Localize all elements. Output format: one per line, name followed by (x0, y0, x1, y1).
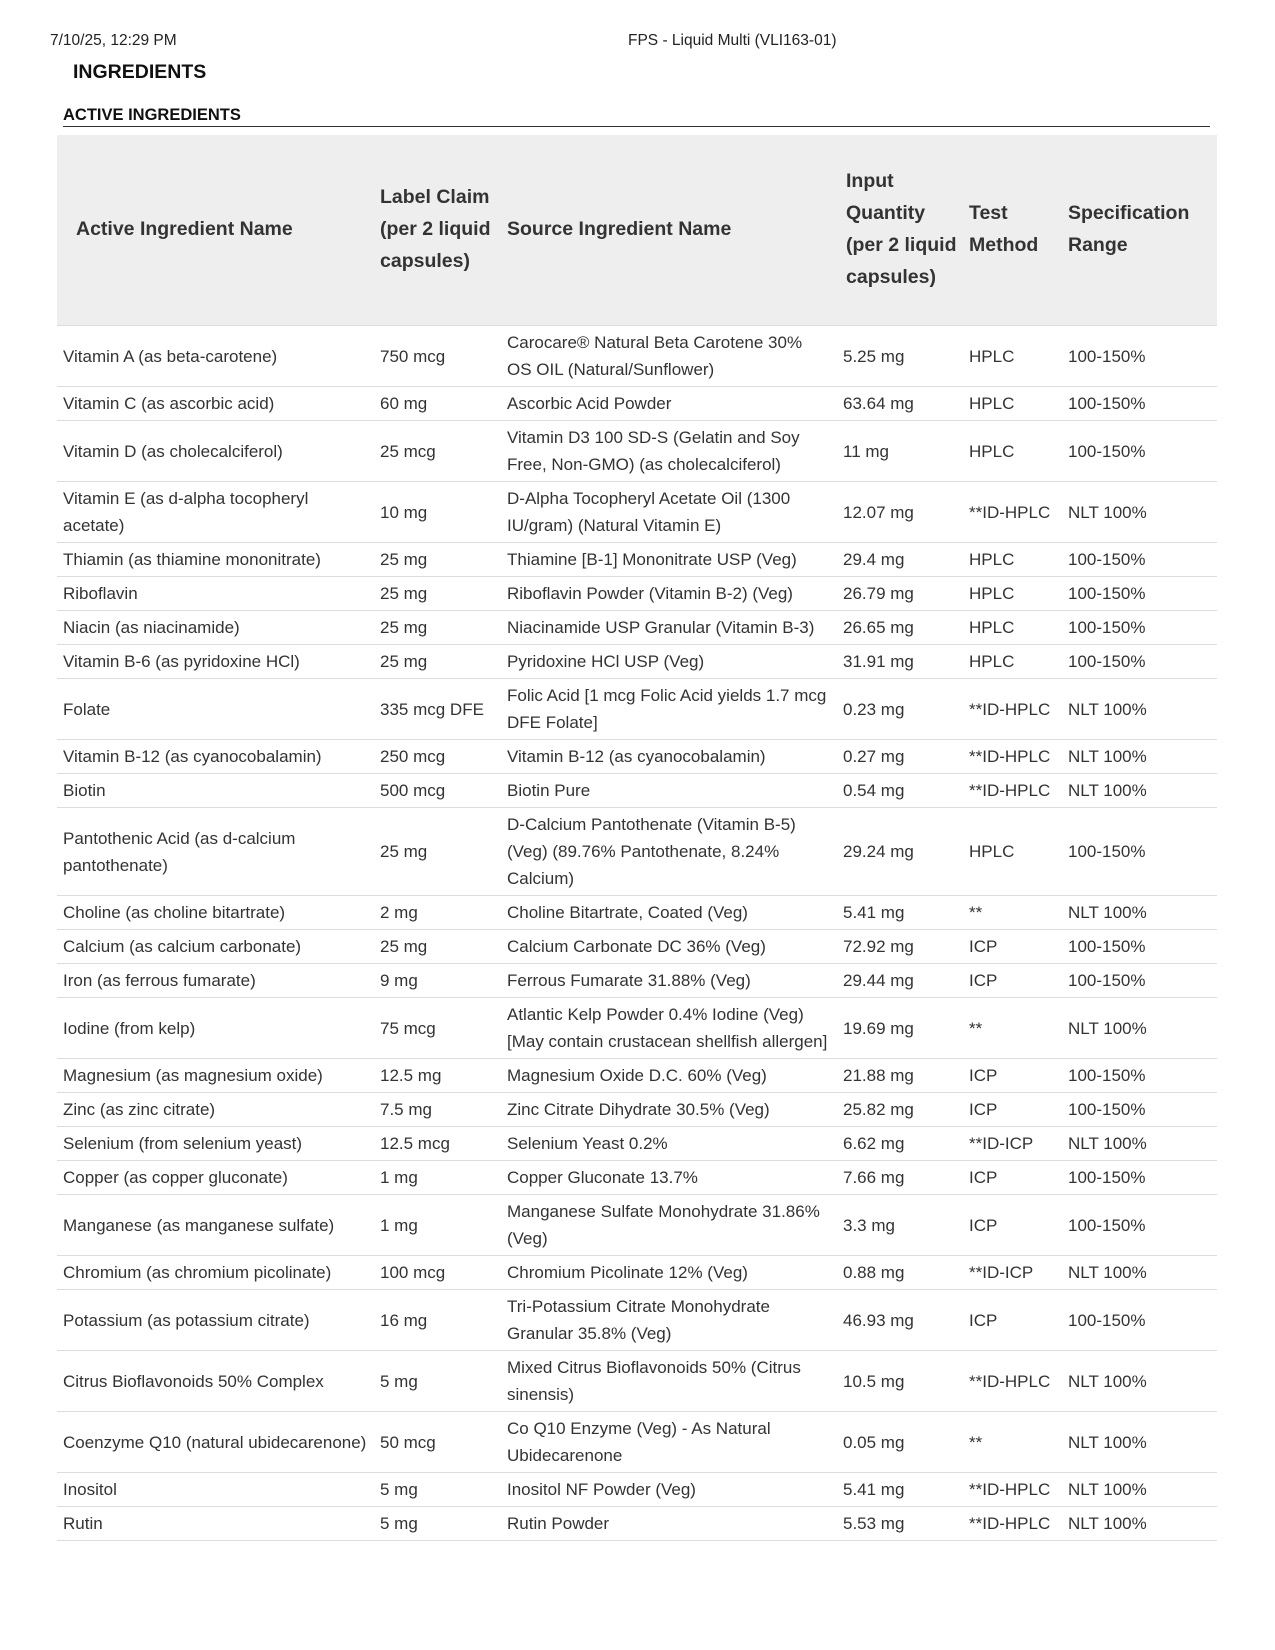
specification-range-cell: 100-150% (1062, 1161, 1217, 1195)
input-quantity-cell: 63.64 mg (837, 387, 963, 421)
source-ingredient-name-cell: Ferrous Fumarate 31.88% (Veg) (501, 964, 837, 998)
column-header: Active Ingredient Name (57, 135, 374, 326)
test-method-cell: ** (963, 896, 1062, 930)
table-row (57, 998, 1217, 1059)
input-quantity-cell: 0.54 mg (837, 774, 963, 808)
label-claim-cell: 750 mcg (374, 326, 501, 387)
column-header: Label Claim (per 2 liquid capsules) (374, 135, 501, 326)
table-row (57, 326, 1217, 387)
column-header: Input Quantity (per 2 liquid capsules) (837, 135, 963, 326)
source-ingredient-name-cell: Pyridoxine HCl USP (Veg) (501, 645, 837, 679)
active-ingredient-name-cell: Coenzyme Q10 (natural ubidecarenone) (57, 1412, 374, 1473)
input-quantity-cell: 5.41 mg (837, 1473, 963, 1507)
active-ingredient-name-cell: Niacin (as niacinamide) (57, 611, 374, 645)
active-ingredient-name-cell: Thiamin (as thiamine mononitrate) (57, 543, 374, 577)
source-ingredient-name-cell: Co Q10 Enzyme (Veg) - As Natural Ubidecarenone (501, 1412, 837, 1473)
test-method-cell: ICP (963, 930, 1062, 964)
table-row (57, 577, 1217, 611)
table-row (57, 740, 1217, 774)
source-ingredient-name-cell: Atlantic Kelp Powder 0.4% Iodine (Veg) [May contain crustacean shellfish allergen] (501, 998, 837, 1059)
label-claim-cell: 2 mg (374, 896, 501, 930)
table-row (57, 421, 1217, 482)
source-ingredient-name-cell: Choline Bitartrate, Coated (Veg) (501, 896, 837, 930)
label-claim-cell: 250 mcg (374, 740, 501, 774)
label-claim-cell: 9 mg (374, 964, 501, 998)
source-ingredient-name-cell: Inositol NF Powder (Veg) (501, 1473, 837, 1507)
specification-range-cell: NLT 100% (1062, 1473, 1217, 1507)
input-quantity-cell: 19.69 mg (837, 998, 963, 1059)
specification-range-cell: NLT 100% (1062, 1412, 1217, 1473)
table-row (57, 1473, 1217, 1507)
input-quantity-cell: 7.66 mg (837, 1161, 963, 1195)
table-row (57, 808, 1217, 896)
active-ingredient-name-cell: Biotin (57, 774, 374, 808)
specification-range-cell: NLT 100% (1062, 482, 1217, 543)
specification-range-cell: NLT 100% (1062, 740, 1217, 774)
label-claim-cell: 5 mg (374, 1507, 501, 1541)
specification-range-cell: 100-150% (1062, 421, 1217, 482)
source-ingredient-name-cell: Niacinamide USP Granular (Vitamin B-3) (501, 611, 837, 645)
test-method-cell: **ID-HPLC (963, 1473, 1062, 1507)
test-method-cell: **ID-HPLC (963, 740, 1062, 774)
table-row (57, 645, 1217, 679)
specification-range-cell: 100-150% (1062, 1059, 1217, 1093)
label-claim-cell: 75 mcg (374, 998, 501, 1059)
input-quantity-cell: 0.23 mg (837, 679, 963, 740)
specification-range-cell: 100-150% (1062, 387, 1217, 421)
source-ingredient-name-cell: Rutin Powder (501, 1507, 837, 1541)
active-ingredient-name-cell: Pantothenic Acid (as d-calcium pantothenate) (57, 808, 374, 896)
table-row (57, 1290, 1217, 1351)
input-quantity-cell: 0.05 mg (837, 1412, 963, 1473)
specification-range-cell: 100-150% (1062, 645, 1217, 679)
input-quantity-cell: 29.4 mg (837, 543, 963, 577)
label-claim-cell: 1 mg (374, 1161, 501, 1195)
active-ingredient-name-cell: Calcium (as calcium carbonate) (57, 930, 374, 964)
input-quantity-cell: 29.44 mg (837, 964, 963, 998)
input-quantity-cell: 10.5 mg (837, 1351, 963, 1412)
source-ingredient-name-cell: Thiamine [B-1] Mononitrate USP (Veg) (501, 543, 837, 577)
label-claim-cell: 25 mg (374, 611, 501, 645)
label-claim-cell: 12.5 mcg (374, 1127, 501, 1161)
test-method-cell: ICP (963, 1059, 1062, 1093)
active-ingredient-name-cell: Vitamin E (as d-alpha tocopheryl acetate) (57, 482, 374, 543)
source-ingredient-name-cell: D-Alpha Tocopheryl Acetate Oil (1300 IU/gram) (Natural Vitamin E) (501, 482, 837, 543)
table-row (57, 611, 1217, 645)
table-row (57, 387, 1217, 421)
input-quantity-cell: 6.62 mg (837, 1127, 963, 1161)
specification-range-cell: NLT 100% (1062, 1256, 1217, 1290)
source-ingredient-name-cell: Copper Gluconate 13.7% (501, 1161, 837, 1195)
active-ingredient-name-cell: Potassium (as potassium citrate) (57, 1290, 374, 1351)
source-ingredient-name-cell: Zinc Citrate Dihydrate 30.5% (Veg) (501, 1093, 837, 1127)
source-ingredient-name-cell: Calcium Carbonate DC 36% (Veg) (501, 930, 837, 964)
active-ingredient-name-cell: Magnesium (as magnesium oxide) (57, 1059, 374, 1093)
input-quantity-cell: 26.79 mg (837, 577, 963, 611)
label-claim-cell: 25 mg (374, 577, 501, 611)
label-claim-cell: 25 mcg (374, 421, 501, 482)
column-header: Test Method (963, 135, 1062, 326)
source-ingredient-name-cell: Ascorbic Acid Powder (501, 387, 837, 421)
label-claim-cell: 1 mg (374, 1195, 501, 1256)
label-claim-cell: 16 mg (374, 1290, 501, 1351)
print-document-title: FPS - Liquid Multi (VLI163-01) (628, 32, 837, 49)
table-row (57, 1161, 1217, 1195)
table-row (57, 1059, 1217, 1093)
table-row (57, 896, 1217, 930)
label-claim-cell: 12.5 mg (374, 1059, 501, 1093)
input-quantity-cell: 21.88 mg (837, 1059, 963, 1093)
table-row (57, 964, 1217, 998)
source-ingredient-name-cell: Tri-Potassium Citrate Monohydrate Granular 35.8% (Veg) (501, 1290, 837, 1351)
test-method-cell: ICP (963, 1195, 1062, 1256)
active-ingredient-name-cell: Vitamin A (as beta-carotene) (57, 326, 374, 387)
label-claim-cell: 25 mg (374, 930, 501, 964)
table-body (57, 326, 1217, 1541)
specification-range-cell: 100-150% (1062, 1290, 1217, 1351)
specification-range-cell: NLT 100% (1062, 998, 1217, 1059)
test-method-cell: **ID-ICP (963, 1256, 1062, 1290)
table-row (57, 1127, 1217, 1161)
test-method-cell: **ID-ICP (963, 1127, 1062, 1161)
active-ingredient-name-cell: Citrus Bioflavonoids 50% Complex (57, 1351, 374, 1412)
column-header: Specification Range (1062, 135, 1217, 326)
source-ingredient-name-cell: Folic Acid [1 mcg Folic Acid yields 1.7 mcg DFE Folate] (501, 679, 837, 740)
label-claim-cell: 50 mcg (374, 1412, 501, 1473)
specification-range-cell: 100-150% (1062, 1195, 1217, 1256)
active-ingredient-name-cell: Selenium (from selenium yeast) (57, 1127, 374, 1161)
label-claim-cell: 500 mcg (374, 774, 501, 808)
specification-range-cell: NLT 100% (1062, 896, 1217, 930)
active-ingredient-name-cell: Zinc (as zinc citrate) (57, 1093, 374, 1127)
input-quantity-cell: 5.53 mg (837, 1507, 963, 1541)
active-ingredient-name-cell: Choline (as choline bitartrate) (57, 896, 374, 930)
source-ingredient-name-cell: Magnesium Oxide D.C. 60% (Veg) (501, 1059, 837, 1093)
active-ingredient-name-cell: Vitamin B-12 (as cyanocobalamin) (57, 740, 374, 774)
label-claim-cell: 5 mg (374, 1351, 501, 1412)
active-ingredient-name-cell: Vitamin B-6 (as pyridoxine HCl) (57, 645, 374, 679)
active-ingredient-name-cell: Inositol (57, 1473, 374, 1507)
specification-range-cell: 100-150% (1062, 577, 1217, 611)
source-ingredient-name-cell: Manganese Sulfate Monohydrate 31.86% (Veg) (501, 1195, 837, 1256)
table-row (57, 1351, 1217, 1412)
table-row (57, 1093, 1217, 1127)
test-method-cell: HPLC (963, 326, 1062, 387)
specification-range-cell: NLT 100% (1062, 1127, 1217, 1161)
source-ingredient-name-cell: Riboflavin Powder (Vitamin B-2) (Veg) (501, 577, 837, 611)
label-claim-cell: 5 mg (374, 1473, 501, 1507)
specification-range-cell: NLT 100% (1062, 1351, 1217, 1412)
specification-range-cell: 100-150% (1062, 930, 1217, 964)
table-row (57, 1195, 1217, 1256)
input-quantity-cell: 25.82 mg (837, 1093, 963, 1127)
label-claim-cell: 25 mg (374, 543, 501, 577)
specification-range-cell: NLT 100% (1062, 774, 1217, 808)
active-ingredient-name-cell: Riboflavin (57, 577, 374, 611)
column-header: Source Ingredient Name (501, 135, 837, 326)
source-ingredient-name-cell: D-Calcium Pantothenate (Vitamin B-5) (Veg) (89.76% Pantothenate, 8.24% Calcium) (501, 808, 837, 896)
input-quantity-cell: 12.07 mg (837, 482, 963, 543)
input-quantity-cell: 29.24 mg (837, 808, 963, 896)
test-method-cell: HPLC (963, 808, 1062, 896)
specification-range-cell: NLT 100% (1062, 1507, 1217, 1541)
input-quantity-cell: 0.88 mg (837, 1256, 963, 1290)
specification-range-cell: 100-150% (1062, 543, 1217, 577)
input-quantity-cell: 46.93 mg (837, 1290, 963, 1351)
table-header-row (57, 135, 1217, 326)
table-row (57, 482, 1217, 543)
test-method-cell: ICP (963, 1290, 1062, 1351)
test-method-cell: ICP (963, 964, 1062, 998)
active-ingredient-name-cell: Iodine (from kelp) (57, 998, 374, 1059)
test-method-cell: **ID-HPLC (963, 774, 1062, 808)
label-claim-cell: 25 mg (374, 645, 501, 679)
active-ingredient-name-cell: Manganese (as manganese sulfate) (57, 1195, 374, 1256)
active-ingredient-name-cell: Vitamin D (as cholecalciferol) (57, 421, 374, 482)
test-method-cell: HPLC (963, 387, 1062, 421)
test-method-cell: **ID-HPLC (963, 482, 1062, 543)
table-row (57, 679, 1217, 740)
label-claim-cell: 60 mg (374, 387, 501, 421)
test-method-cell: HPLC (963, 421, 1062, 482)
active-ingredients-table (57, 135, 1217, 1541)
table-row (57, 774, 1217, 808)
specification-range-cell: 100-150% (1062, 326, 1217, 387)
input-quantity-cell: 5.25 mg (837, 326, 963, 387)
specification-range-cell: 100-150% (1062, 808, 1217, 896)
input-quantity-cell: 5.41 mg (837, 896, 963, 930)
test-method-cell: ICP (963, 1161, 1062, 1195)
label-claim-cell: 25 mg (374, 808, 501, 896)
active-ingredient-name-cell: Copper (as copper gluconate) (57, 1161, 374, 1195)
test-method-cell: HPLC (963, 577, 1062, 611)
test-method-cell: HPLC (963, 611, 1062, 645)
label-claim-cell: 10 mg (374, 482, 501, 543)
source-ingredient-name-cell: Vitamin B-12 (as cyanocobalamin) (501, 740, 837, 774)
print-datetime: 7/10/25, 12:29 PM (50, 32, 177, 49)
label-claim-cell: 335 mcg DFE (374, 679, 501, 740)
source-ingredient-name-cell: Carocare® Natural Beta Carotene 30% OS OIL (Natural/Sunflower) (501, 326, 837, 387)
label-claim-cell: 100 mcg (374, 1256, 501, 1290)
test-method-cell: ICP (963, 1093, 1062, 1127)
input-quantity-cell: 31.91 mg (837, 645, 963, 679)
test-method-cell: HPLC (963, 543, 1062, 577)
table-row (57, 1507, 1217, 1541)
specification-range-cell: 100-150% (1062, 611, 1217, 645)
source-ingredient-name-cell: Vitamin D3 100 SD-S (Gelatin and Soy Free, Non-GMO) (as cholecalciferol) (501, 421, 837, 482)
test-method-cell: **ID-HPLC (963, 1351, 1062, 1412)
input-quantity-cell: 3.3 mg (837, 1195, 963, 1256)
active-ingredient-name-cell: Rutin (57, 1507, 374, 1541)
test-method-cell: **ID-HPLC (963, 1507, 1062, 1541)
specification-range-cell: 100-150% (1062, 1093, 1217, 1127)
source-ingredient-name-cell: Selenium Yeast 0.2% (501, 1127, 837, 1161)
page-title: INGREDIENTS (73, 61, 207, 83)
active-ingredient-name-cell: Iron (as ferrous fumarate) (57, 964, 374, 998)
specification-range-cell: 100-150% (1062, 964, 1217, 998)
specification-range-cell: NLT 100% (1062, 679, 1217, 740)
test-method-cell: ** (963, 998, 1062, 1059)
test-method-cell: HPLC (963, 645, 1062, 679)
active-ingredient-name-cell: Chromium (as chromium picolinate) (57, 1256, 374, 1290)
label-claim-cell: 7.5 mg (374, 1093, 501, 1127)
source-ingredient-name-cell: Biotin Pure (501, 774, 837, 808)
input-quantity-cell: 72.92 mg (837, 930, 963, 964)
source-ingredient-name-cell: Mixed Citrus Bioflavonoids 50% (Citrus sinensis) (501, 1351, 837, 1412)
input-quantity-cell: 0.27 mg (837, 740, 963, 774)
table-row (57, 1412, 1217, 1473)
source-ingredient-name-cell: Chromium Picolinate 12% (Veg) (501, 1256, 837, 1290)
active-ingredient-name-cell: Folate (57, 679, 374, 740)
table-row (57, 930, 1217, 964)
section-title: ACTIVE INGREDIENTS (63, 106, 1210, 127)
test-method-cell: **ID-HPLC (963, 679, 1062, 740)
test-method-cell: ** (963, 1412, 1062, 1473)
table-row (57, 543, 1217, 577)
input-quantity-cell: 11 mg (837, 421, 963, 482)
input-quantity-cell: 26.65 mg (837, 611, 963, 645)
table-row (57, 1256, 1217, 1290)
active-ingredient-name-cell: Vitamin C (as ascorbic acid) (57, 387, 374, 421)
